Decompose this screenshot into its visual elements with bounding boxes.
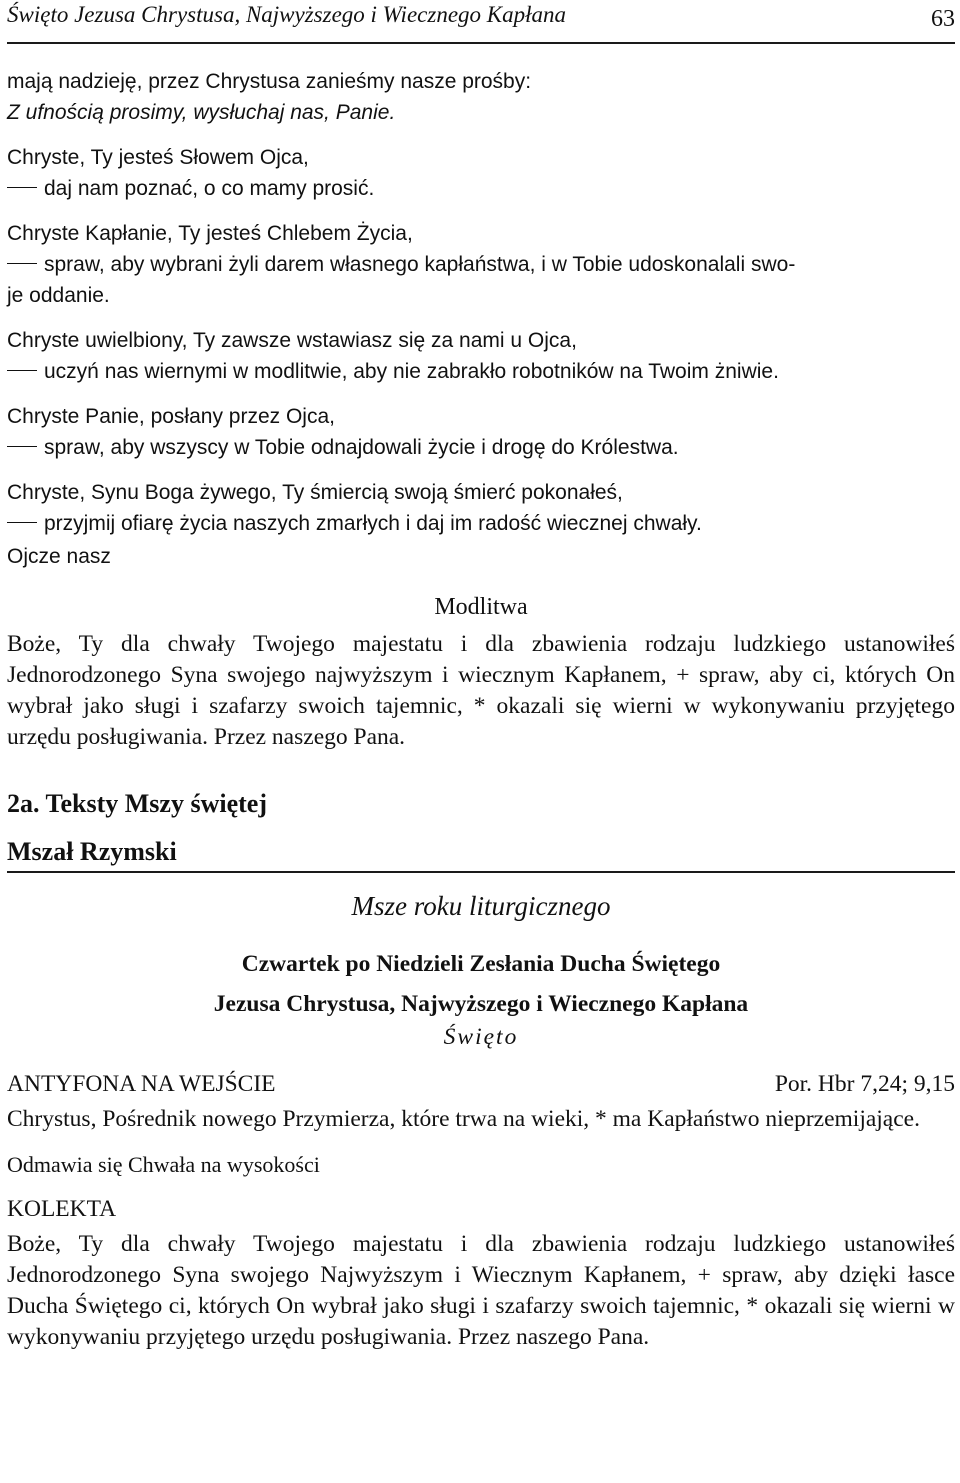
dash [7,187,37,188]
season-title: Msze roku liturgicznego [351,891,611,921]
petition-invocation: Chryste uwielbiony, Ty zawsze wstawiasz się za nami u Ojca, [7,329,577,352]
petition-response-text: daj nam poznać, o co mamy prosić. [44,177,375,200]
entrance-antiphon-label: ANTYFONA NA WEJŚCIE [7,1071,276,1097]
dash [7,263,37,264]
petition-response [7,508,955,539]
missal-title: Mszał Rzymski [7,837,955,873]
intro-response: Z ufnością prosimy, wysłuchaj nas, Panie. [7,101,396,124]
petition-response [7,173,955,204]
page-header [7,0,955,44]
intro-block [7,66,955,128]
feast-title-line2: Jezusa Chrystusa, Najwyższego i Wiecznego Kapłana [213,991,749,1017]
dash [7,522,37,523]
prayer-heading: Modlitwa [434,594,528,620]
entrance-antiphon-reference: Por. Hbr 7,24; 9,15 [774,1071,955,1097]
collect-label: KOLEKTA [7,1196,117,1222]
petition [7,401,955,463]
petition-response [7,249,955,280]
running-title: Święto Jezusa Chrystusa, Najwyższego i Wiecznego Kapłana [7,2,567,27]
petition-response [7,356,955,387]
feast-title-line1: Czwartek po Niedzieli Zesłania Ducha Świętego [241,951,721,977]
petition-response-text: uczyń nas wiernymi w modlitwie, aby nie zabrakło robotników na Twoim żniwie. [44,360,779,383]
petition [7,142,955,204]
petition [7,477,955,539]
entrance-antiphon-header [7,1069,955,1100]
petition [7,325,955,387]
dash [7,446,37,447]
petition-response-text: spraw, aby wszyscy w Tobie odnajdowali życie i drogę do Królestwa. [44,436,679,459]
petition-invocation: Chryste, Ty jesteś Słowem Ojca, [7,146,309,169]
intro-line: mają nadzieję, przez Chrystusa zanieśmy nasze prośby: [7,70,532,93]
petition-invocation: Chryste Kapłanie, Ty jesteś Chlebem Życia, [7,222,413,245]
petition-continuation: je oddanie. [7,284,110,307]
document-page [7,0,955,1353]
prayer-text: Boże, Ty dla chwały Twojego majestatu i dla zbawienia rodzaju ludzkiego ustanowiłeś Jednorodzonego Syna swojego najwyższym i wiecznym Kapłanem, + spraw, aby ci, których On wybrał jako sługi i szafarzy swoich tajemnic, * okazali się wierni w wykonywaniu przyjętego urzędu posługiwania. Przez naszego Pana. [7,631,955,750]
dash [7,370,37,371]
petition-invocation: Chryste Panie, posłany przez Ojca, [7,405,335,428]
our-father: Ojcze nasz [7,545,111,568]
page-number: 63 [931,6,955,32]
gloria-note: Odmawia się Chwała na wysokości [7,1152,320,1177]
petition-response [7,432,955,463]
petition-invocation: Chryste, Synu Boga żywego, Ty śmiercią swoją śmierć pokonałeś, [7,481,623,504]
petition [7,218,955,311]
entrance-antiphon-text: Chrystus, Pośrednik nowego Przymierza, które trwa na wieki, * ma Kapłaństwo nieprzemijające. [7,1106,920,1132]
section-title: 2a. Teksty Mszy świętej [7,789,267,818]
collect-text: Boże, Ty dla chwały Twojego majestatu i dla zbawienia rodzaju ludzkiego ustanowiłeś Jednorodzonego Syna swojego Najwyższym i Wiecznym Kapłanem, + spraw, aby dzięki łasce Ducha Świętego ci, których On wybrał jako sługi i szafarzy swoich tajemnic, * okazali się wierni w wykonywaniu przyjętego urzędu posługiwania. Przez naszego Pana. [7,1231,955,1350]
petition-response-text: spraw, aby wybrani żyli darem własnego kapłaństwa, i w Tobie udoskonalali swo- [44,253,796,276]
feast-rank: Święto [443,1024,519,1050]
petition-response-text: przyjmij ofiarę życia naszych zmarłych i daj im radość wiecznej chwały. [44,512,702,535]
